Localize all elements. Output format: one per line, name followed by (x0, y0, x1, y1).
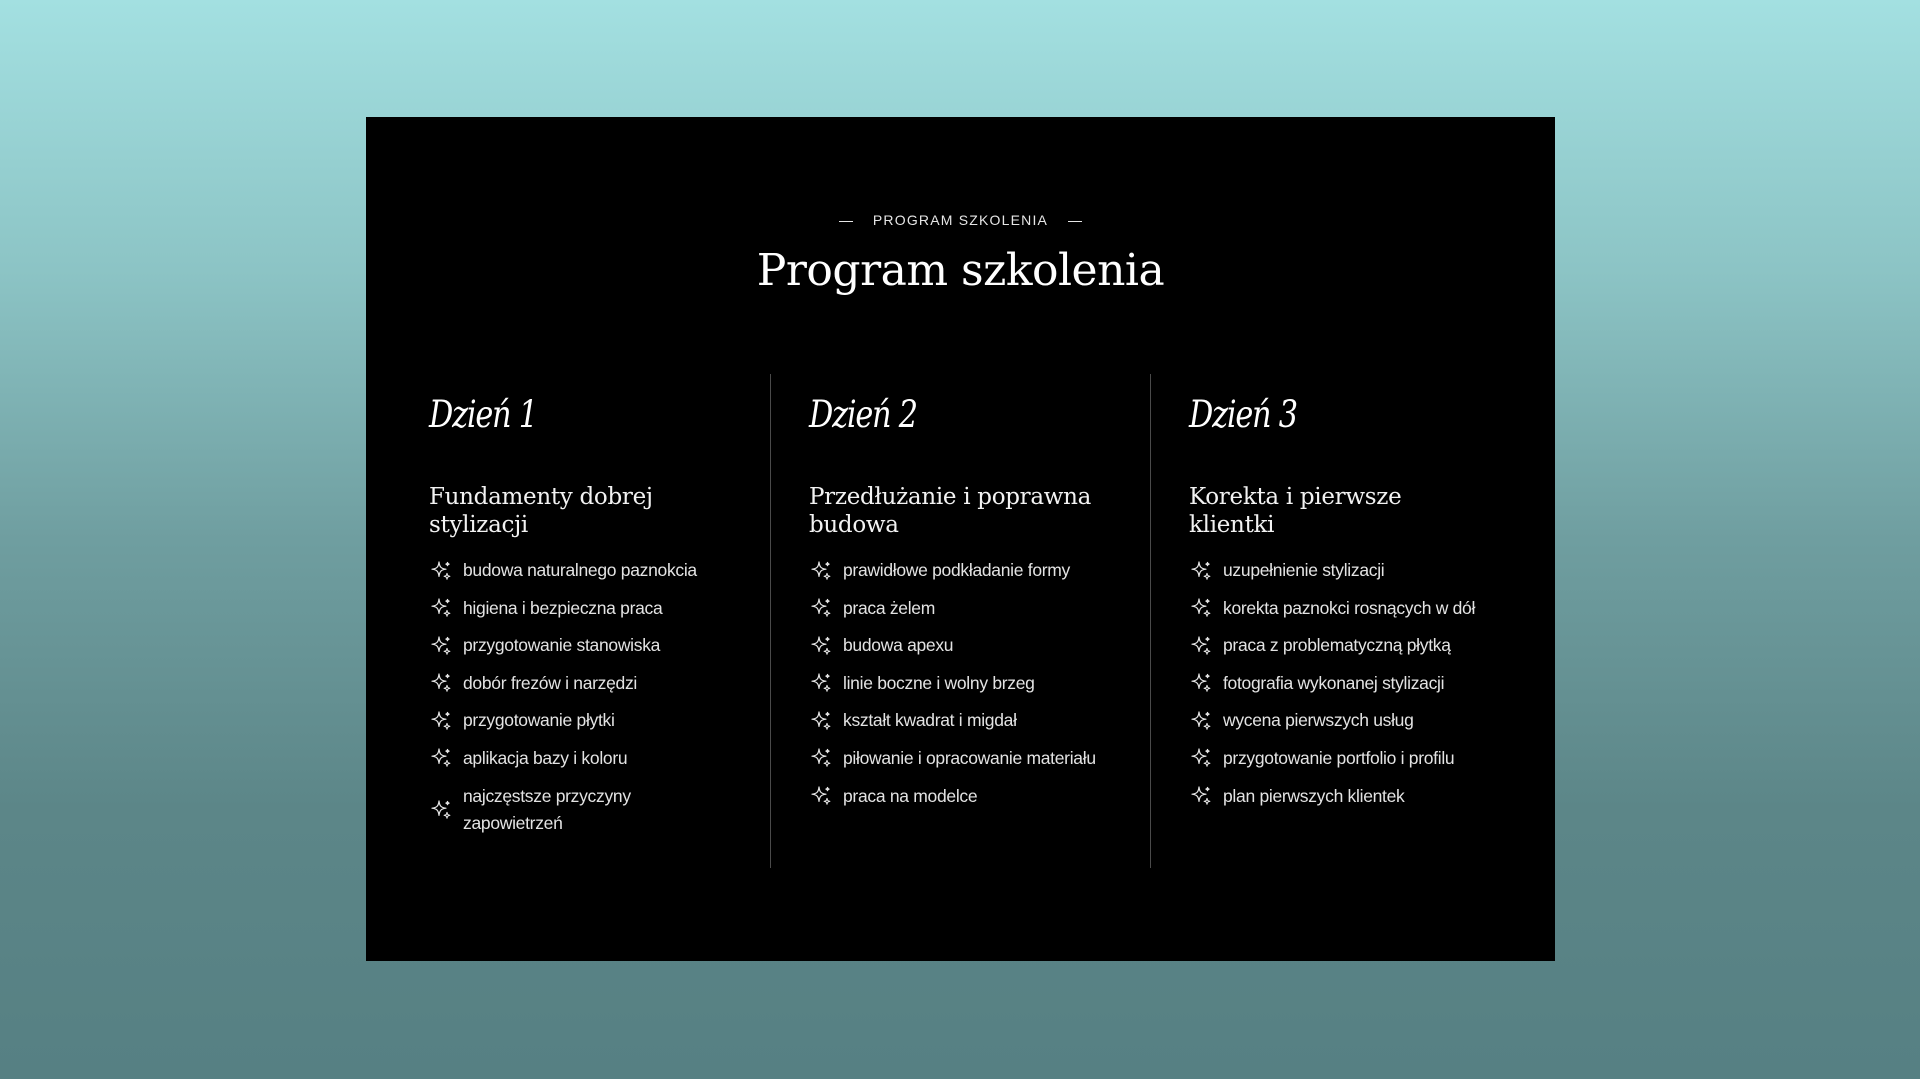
list-item (809, 595, 1109, 622)
list-item-text: higiena i bezpieczna praca (463, 597, 663, 618)
list-item-text: praca żelem (843, 597, 936, 618)
day-title: Korekta i pierwsze klientki (1189, 484, 1402, 538)
sparkle-icon (1189, 671, 1213, 695)
sparkle-icon (429, 746, 453, 770)
list-item-text: prawidłowe podkładanie formy (843, 560, 1071, 580)
list-item-text: kształt kwadrat i migdał (843, 710, 1017, 731)
program-panel (366, 117, 1555, 961)
day-title: Przedłużanie i poprawna budowa (809, 484, 1092, 538)
day-title: Fundamenty dobrej stylizacji (429, 484, 653, 538)
list-item (429, 670, 729, 697)
list-item-text: piłowanie i opracowanie materiału (843, 747, 1096, 768)
list-item (809, 783, 1109, 810)
list-item (1189, 783, 1489, 810)
sparkle-icon (429, 596, 453, 620)
sparkle-icon (809, 746, 833, 770)
sparkle-icon (1189, 784, 1213, 808)
day-label: Dzień 1 (429, 393, 537, 436)
sparkle-icon (1189, 559, 1213, 583)
eyebrow-text: PROGRAM SZKOLENIA (872, 212, 1049, 228)
sparkle-icon (429, 559, 453, 583)
day-column-1 (429, 374, 729, 847)
list-item (1189, 670, 1489, 697)
list-item (429, 707, 729, 734)
list-item (809, 670, 1109, 697)
day-items (1189, 557, 1489, 810)
section-eyebrow (366, 212, 1555, 228)
list-item-text: dobór frezów i narzędzi (463, 672, 638, 693)
day-items (809, 557, 1109, 810)
list-item (809, 745, 1109, 772)
eyebrow-dash-left (839, 221, 853, 222)
list-item-text: linie boczne i wolny brzeg (843, 672, 1035, 693)
list-item (429, 783, 729, 837)
list-item-text: budowa naturalnego paznokcia (463, 560, 697, 580)
day-column-2 (809, 374, 1109, 820)
list-item (429, 632, 729, 659)
list-item (809, 557, 1109, 584)
sparkle-icon (429, 671, 453, 695)
sparkle-icon (809, 596, 833, 620)
list-item-text: budowa apexu (843, 635, 954, 656)
list-item-text: najczęstsze przyczyny zapowietrzeń (463, 785, 631, 833)
sparkle-icon (1189, 709, 1213, 733)
sparkle-icon (809, 709, 833, 733)
sparkle-icon (809, 634, 833, 658)
list-item (429, 745, 729, 772)
list-item (1189, 707, 1489, 734)
list-item (429, 557, 729, 584)
list-item (1189, 745, 1489, 772)
sparkle-icon (809, 784, 833, 808)
list-item-text: wycena pierwszych usług (1223, 710, 1414, 731)
sparkle-icon (429, 634, 453, 658)
list-item-text: uzupełnienie stylizacji (1223, 560, 1385, 580)
eyebrow-dash-right (1068, 221, 1082, 222)
list-item-text: przygotowanie portfolio i profilu (1223, 747, 1455, 768)
sparkle-icon (809, 671, 833, 695)
list-item-text: plan pierwszych klientek (1223, 785, 1405, 806)
list-item (809, 707, 1109, 734)
day-column-3 (1189, 374, 1489, 820)
list-item-text: praca na modelce (843, 785, 978, 806)
day-label: Dzień 2 (809, 393, 917, 436)
sparkle-icon (429, 709, 453, 733)
list-item (1189, 557, 1489, 584)
days-columns (429, 374, 1524, 868)
list-item (1189, 632, 1489, 659)
section-title: Program szkolenia (756, 245, 1165, 296)
list-item-text: korekta paznokci rosnących w dół (1223, 597, 1476, 618)
sparkle-icon (1189, 634, 1213, 658)
list-item-text: aplikacja bazy i koloru (463, 747, 628, 768)
list-item-text: przygotowanie stanowiska (463, 635, 661, 656)
list-item (1189, 595, 1489, 622)
sparkle-icon (1189, 746, 1213, 770)
sparkle-icon (429, 798, 453, 822)
sparkle-icon (1189, 596, 1213, 620)
list-item (809, 632, 1109, 659)
list-item (429, 595, 729, 622)
list-item-text: praca z problematyczną płytką (1223, 635, 1451, 656)
list-item-text: przygotowanie płytki (463, 710, 615, 731)
day-label: Dzień 3 (1189, 393, 1297, 436)
sparkle-icon (809, 559, 833, 583)
list-item-text: fotografia wykonanej stylizacji (1223, 672, 1445, 693)
day-items (429, 557, 729, 837)
